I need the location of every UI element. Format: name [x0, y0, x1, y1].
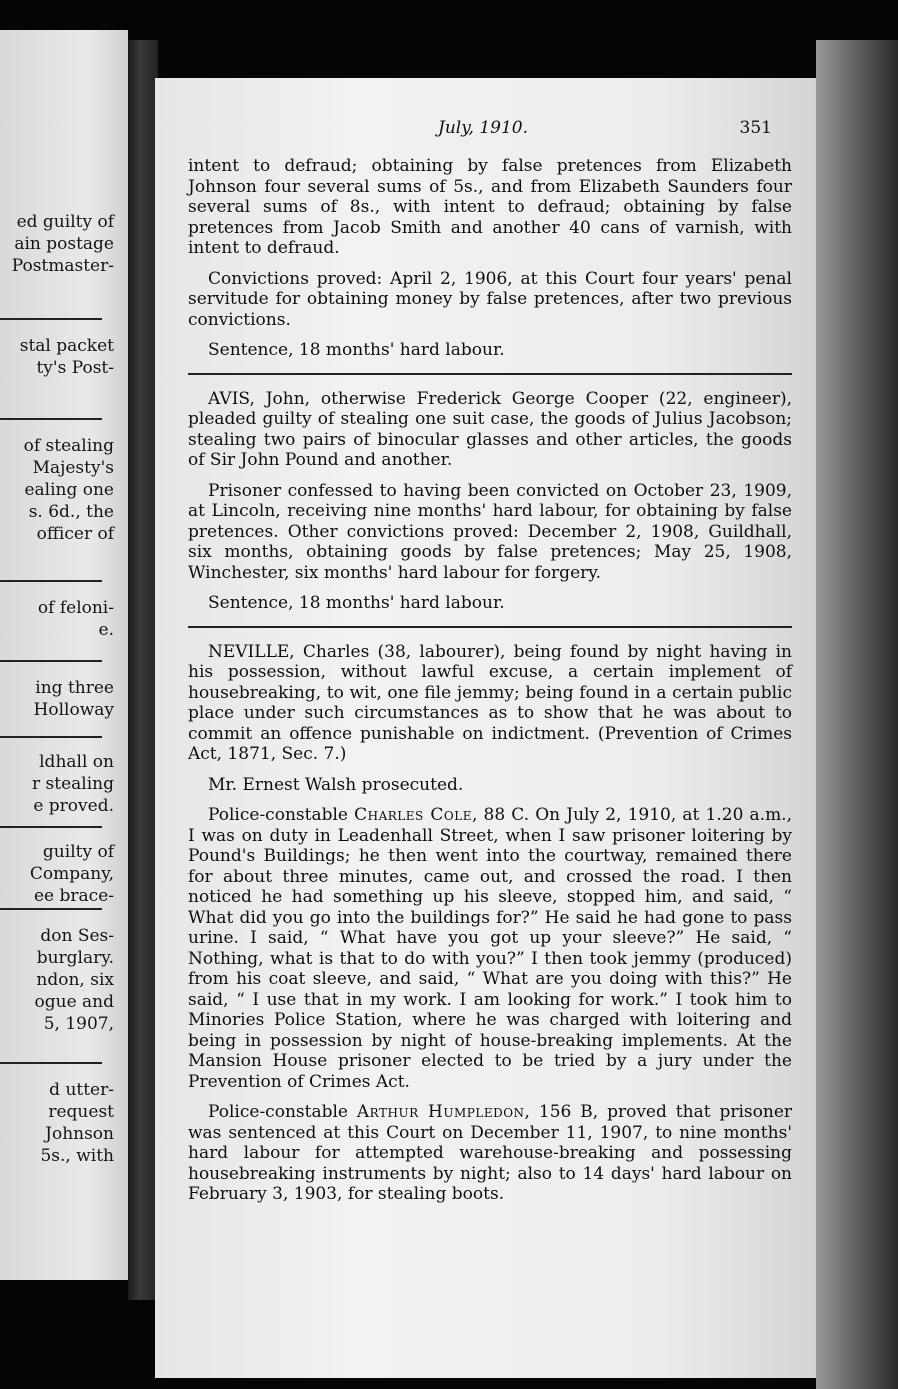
- paragraph-defraud: intent to defraud; obtaining by false pretences from Elizabeth Johnson four several sums of 5s., and from Elizabeth Saunders four several sums of 8s., with intent to defraud; obtaining by false pretences from Jacob Smith and another 40 cans of varnish, with intent to defraud.: [188, 156, 792, 258]
- paragraph-humpledon-testimony: [188, 1102, 792, 1205]
- book-gutter: [128, 40, 158, 1300]
- page-number: 351: [739, 118, 772, 138]
- paragraph-cole-testimony: [188, 805, 792, 1092]
- witness-name: Charles Cole: [354, 805, 472, 825]
- left-facing-page: [0, 30, 128, 1280]
- witness-title: Police-constable: [208, 805, 348, 825]
- left-page-line: 5, 1907,: [43, 1014, 114, 1034]
- left-page-line: ain postage: [14, 234, 114, 254]
- left-page-line: ed guilty of: [16, 212, 114, 232]
- left-page-line: ing three: [35, 678, 114, 698]
- paragraph-avis-prior: Prisoner confessed to having been convicted on October 23, 1909, at Lincoln, receiving nine months' hard labour, for obtaining by false pretences. Other convictions proved: December 2, 1908, Guildhall, six months, obtaining goods by false pretences; May 25, 1908, Winchester, six months' hard labour for forgery.: [188, 480, 792, 583]
- left-page-line: of feloni-: [37, 598, 114, 618]
- paragraph-convictions: Convictions proved: April 2, 1906, at this Court four years' penal servitude for obtaining money by false pretences, after two previous convictions.: [188, 268, 792, 330]
- left-page-divider: [0, 580, 102, 582]
- left-page-line: burglary.: [36, 948, 114, 968]
- left-page-line: e proved.: [33, 796, 114, 816]
- paragraph-avis: AVIS, John, otherwise Frederick George Cooper (22, engineer), pleaded guilty of stealing one suit case, the goods of Julius Jacobson; stealing two pairs of binocular glasses and other articles, the goods of Sir John Pound and another.: [188, 388, 792, 470]
- left-page-line: Company,: [29, 864, 114, 884]
- testimony-text: , 156 B, proved that prisoner was sentenced at this Court on December 11, 1907, to nine months' hard labour for attempted warehouse-breaking and possessing housebreaking instruments by night; also to 14 days' hard labour on February 3, 1903, for stealing boots.: [188, 1102, 793, 1204]
- left-page-line: ealing one: [24, 480, 114, 500]
- left-page-line: e.: [98, 620, 114, 640]
- page-body: [188, 156, 792, 1205]
- paragraph-prosecutor: Mr. Ernest Walsh prosecuted.: [208, 774, 464, 795]
- left-page-line: ogue and: [34, 992, 114, 1012]
- left-page-line: officer of: [36, 524, 114, 544]
- left-page-line: ee brace-: [34, 886, 114, 906]
- left-page-divider: [0, 826, 102, 828]
- left-page-divider: [0, 1062, 102, 1064]
- left-page-divider: [0, 908, 102, 910]
- left-page-line: Johnson: [45, 1124, 114, 1144]
- running-head: July, 1910.: [438, 118, 529, 138]
- left-page-divider: [0, 736, 102, 738]
- left-page-line: ty's Post-: [36, 358, 114, 378]
- page-edge-shadow: [816, 40, 898, 1389]
- section-divider: [188, 373, 792, 375]
- left-page-line: ldhall on: [39, 752, 114, 772]
- section-divider: [188, 626, 792, 628]
- left-page-line: of stealing: [23, 436, 114, 456]
- left-page-line: stal packet: [19, 336, 114, 356]
- left-page-line: guilty of: [42, 842, 114, 862]
- left-page-divider: [0, 660, 102, 662]
- left-page-line: ndon, six: [36, 970, 114, 990]
- witness-name: Arthur Humpledon: [356, 1102, 525, 1122]
- paragraph-sentence-2: Sentence, 18 months' hard labour.: [208, 593, 505, 613]
- left-page-divider: [0, 318, 102, 320]
- page-header: [190, 118, 790, 142]
- left-page-line: Holloway: [33, 700, 114, 720]
- paragraph-sentence-1: Sentence, 18 months' hard labour.: [208, 340, 505, 360]
- left-page-divider: [0, 418, 102, 420]
- witness-title: Police-constable: [208, 1102, 348, 1122]
- paragraph-neville: NEVILLE, Charles (38, labourer), being found by night having in his possession, without lawful excuse, a certain implement of housebreaking, to wit, one file jemmy; being found in a certain public place under such circumstances as to show that he was about to commit an offence punishable on indictment. (Prevention of Crimes Act, 1871, Sec. 7.): [188, 641, 792, 764]
- left-page-line: s. 6d., the: [28, 502, 114, 522]
- left-page-line: 5s., with: [40, 1146, 114, 1166]
- testimony-text: , 88 C. On July 2, 1910, at 1.20 a.m., I was on duty in Leadenhall Street, when I saw prisoner loitering by Pound's Buildings; he then went into the courtway, remained there for about three minutes, came out, and crossed the road. I then noticed he had something up his sleeve, stopped him, and said, “ What did you go into the buildings for?” He said he had gone to pass urine. I said, “ What have you got up your sleeve?” He said, “ Nothing, what is that to do with you?” I then took jemmy (produced) from his coat sleeve, and said, “ What are you doing with this?” He said, “ I use that in my work. I am looking for work.” I took him to Minories Police Station, where he was charged with loitering and being in possession by night of house-breaking implements. At the Mansion House prisoner elected to be tried by a jury under the Prevention of Crimes Act.: [188, 805, 792, 1092]
- left-page-line: d utter-: [49, 1080, 114, 1100]
- left-page-line: Postmaster-: [11, 256, 114, 276]
- left-page-line: request: [48, 1102, 114, 1122]
- left-page-line: don Ses-: [40, 926, 114, 946]
- left-page-line: Majesty's: [32, 458, 114, 478]
- left-page-line: r stealing: [32, 774, 114, 794]
